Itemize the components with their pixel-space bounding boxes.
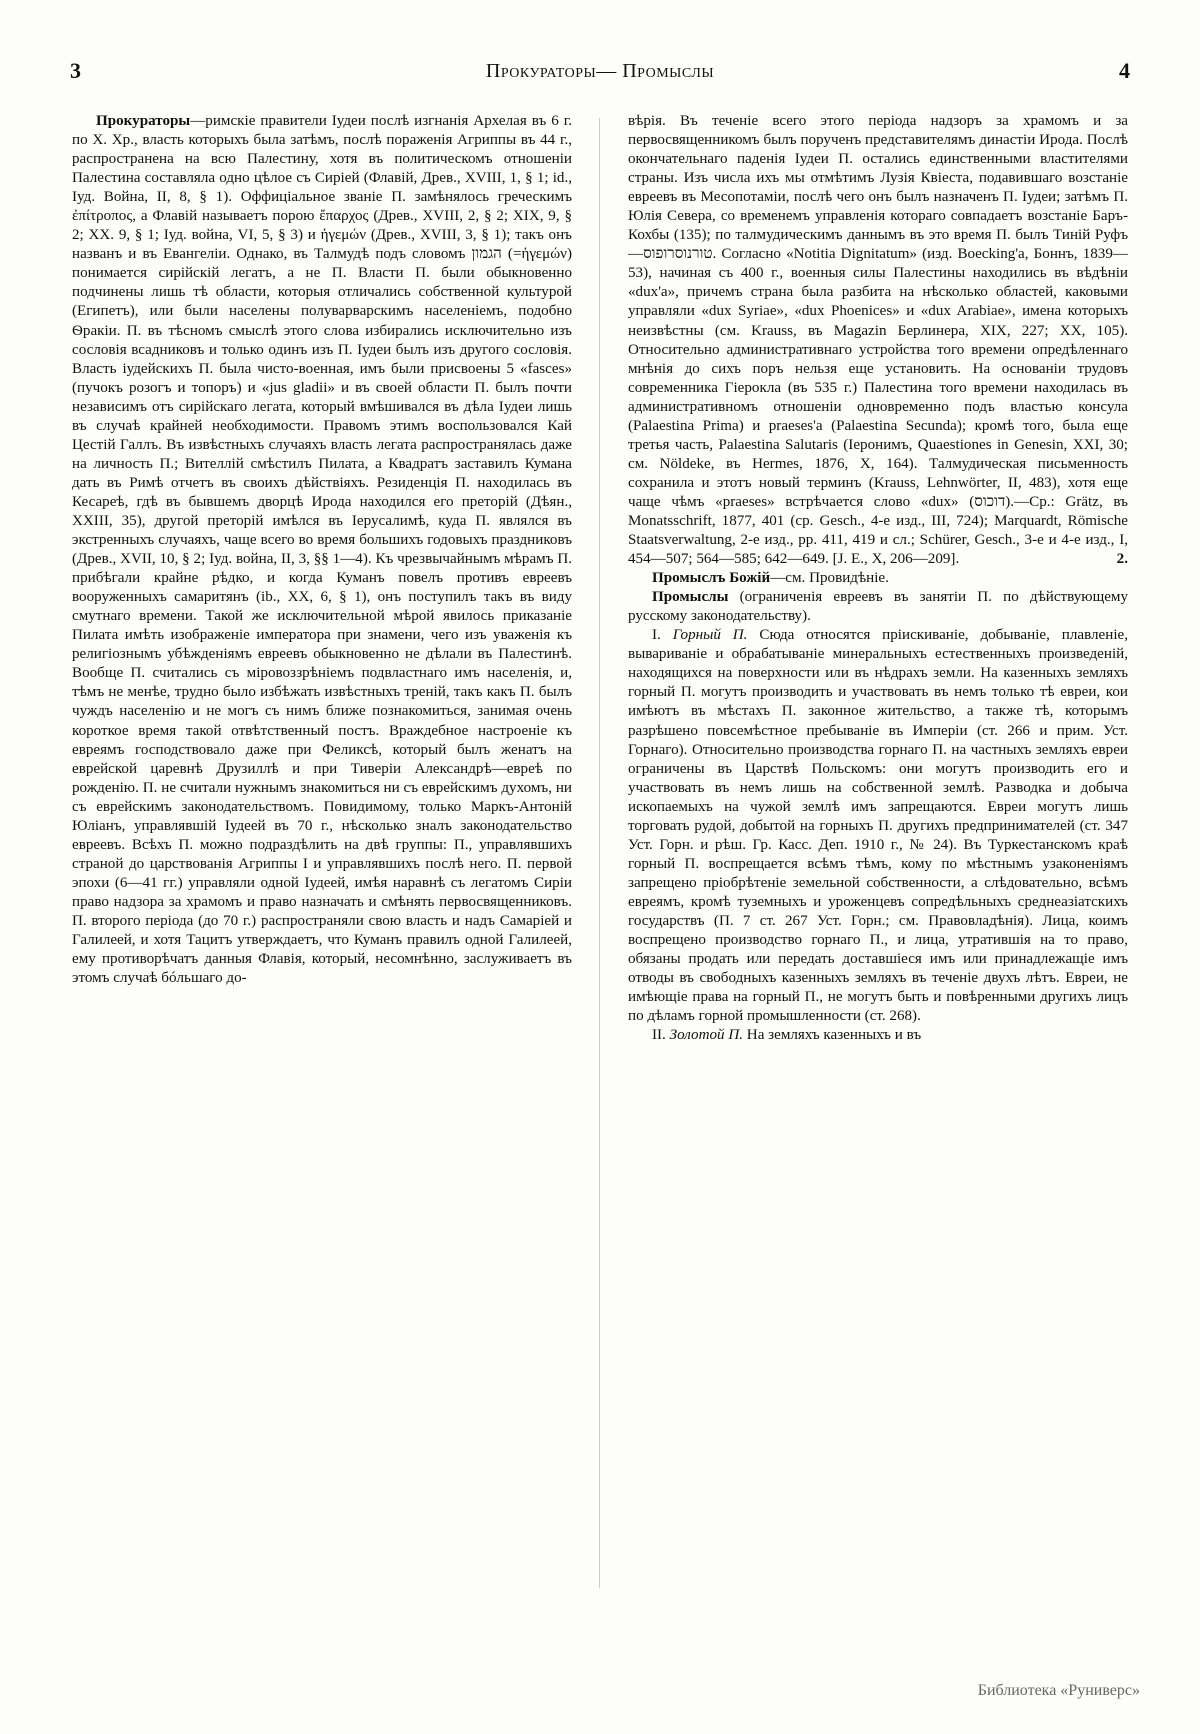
library-credit: Библиотека «Руниверс» (977, 1682, 1140, 1699)
paragraph-zolotoy-promysl: II. Золотой П. На земляхъ казенныхъ и въ (652, 1027, 922, 1044)
folio-right: 4 (1119, 58, 1130, 83)
article-signature: 2. (1116, 551, 1128, 568)
paragraph-promysl-bozhiy: Промыслъ Божій—см. Провидѣніе. (652, 570, 889, 587)
paragraph-prokuratory-continued: вѣрія. Въ теченіе всего этого періода надзоръ за храмомъ и за первосвященникомъ былъ порученъ представителямъ династіи Ирода. Послѣ окончательнаго паденія Іудеи П. остались единственными властителями страны. Изъ числа ихъ мы отмѣтимъ Лузія Квіеста, подавившаго возстаніе евреевъ въ Месопотаміи, послѣ чего онъ былъ назначенъ П. Іудеи; затѣмъ П. Юлія Севера, со временемъ управленія котораго совпадаетъ возстаніе Баръ-Кохбы (135); по талмудическимъ даннымъ въ это время П. былъ Тиній Руфъ—טורנוסרופוס. Согласно «Notitia Dignitatum» (изд. Boecking'a, Боннъ, 1839—53), начиная съ 400 г., военныя силы Палестины находились въ вѣдѣніи «dux'a», причемъ страна была разбита на нѣсколько областей, каковыми управляли «dux Syriae», «dux Phoenices» и «dux Arabiae», имена которыхъ неизвѣстны (см. Krauss, въ Magazin Берлинера, XIX, 227; XX, 105). Относительно административнаго устройства того времени опредѣленнаго мнѣнія до сихъ поръ нельзя еще установить. На основаніи трудовъ современника Гіерокла (въ 535 г.) Палестина того времени находилась въ административномъ отношеніи одновременно подъ властью консула (Palaestina Prima) и praeses'a (Palaestina Secunda); кромѣ того, была еще третья часть, Palaestina Salutaris (Іеронимъ, Quaestiones in Genesin, XXI, 30; см. Nöldeke, въ Hermes, 1876, X, 164). Талмудическая письменность сохранила и этотъ новый терминъ (Krauss, Lehnwörter, II, 483), хотя еще чаще чѣмъ «praeses» встрѣчается слово «dux» (דוכוס).—Ср.: Grätz, въ Monatsschrift, 1877, 401 (ср. Gesch., 4-е изд., III, 724); Marquardt, Römische Staatsverwaltung, 2-е изд., pp. 411, 419 и сл.; Schürer, Gesch., 3-е и 4-е изд., I, 454—507; 564—585; 642—649. [J. E., X, 206—209]. 2. (628, 112, 1128, 569)
paragraph-prokuratory: Прокураторы—римскіе правители Іудеи послѣ изгнанія Архелая въ 6 г. по Х. Хр., власть которыхъ была затѣмъ, послѣ пораженія Агриппы въ 44 г., распространена на всю Палестину, хотя въ политическомъ отношеніи Палестина составляла одно цѣлое съ Сиріей (Флавій, Древ., XVIII, 1, § 1; id., Іуд. Война, II, 8, § 1). Оффиціальное званіе П. замѣнялось греческимъ ἐπίτροπος, а Флавій называетъ порою ἔπαρχος (Древ., XVIII, 2, § 2; XIX, 9, § 2; XX. 9, § 1; Іуд. война, VI, 5, § 3) и ἡγεμών (Древ., XVIII, 3, § 1); такъ онъ названъ и въ Евангеліи. Однако, въ Талмудѣ подъ словомъ הגמון (=ἡγεμών) понимается сирійскій легатъ, а не П. Власти П. были обыкновенно подчинены лишь тѣ области, которыя отличались собственной культурой (Египетъ), или были населены полуварварскимъ населеніемъ, подобно Ѳракіи. П. въ тѣсномъ смыслѣ этого слова избирались исключительно изъ сословія всадниковъ и только одинъ изъ П. Іудеи былъ изъ другого сословія. Власть іудейскихъ П. была чисто-военная, имъ были присвоены 5 «fasces» (пучокъ розогъ и топоръ) и «jus gladii» и въ своей области П. былъ почти независимъ отъ сирійскаго легата, который вмѣшивался въ дѣла Іудеи лишь въ случаѣ крайней необходимости. Правомъ этимъ воспользовался Кай Цестій Галлъ. Въ извѣстныхъ случаяхъ власть легата распространялась даже на личность П.; Вителлій смѣстилъ Пилата, а Квадратъ заставилъ Кумана дать въ Римѣ отчетъ въ своихъ дѣйствіяхъ. Резиденція П. находилась въ Кесарeѣ, гдѣ въ бывшемъ дворцѣ Ирода находился его преторій (Дѣян., XXIII, 35), другой преторій имѣлся въ Іерусалимѣ, куда П. являлся въ экстренныхъ случаяхъ, чаще всего во время большихъ годовыхъ праздниковъ (Древ., XVII, 10, § 2; Іуд. война, II, 3, §§ 1—4). Къ чрезвычайнымъ мѣрамъ П. прибѣгали крайне рѣдко, и когда Куманъ повелъ противъ евреевъ вооруженныхъ самаритянъ (ib., XX, 6, § 1), онъ поступилъ такъ въ виду смутнаго времени. Такой же исключительной мѣрой явилось приказаніе Пилата имѣть изображеніе императора при знамени, чего изъ уваженія къ религіознымъ убѣжденіямъ евреевъ обыкновенно не дѣлали въ Палестинѣ. Вообще П. считались съ міровоззрѣніемъ подвластнаго имъ населенія, и, тѣмъ не менѣе, трудно было избѣжать извѣстныхъ треній, такъ какъ П. былъ чуждъ населенію и не могъ съ нимъ ближе познакомиться, занимая очень короткое время такой отвѣтственный постъ. Враждебное настроеніе къ евреямъ господствовало даже при Феликсѣ, который былъ женатъ на еврейской царевнѣ Друзиллѣ и при Тиверіи Александрѣ—евреѣ по рожденію. П. не считали нужнымъ знакомиться ни съ еврейскимъ духомъ, ни съ еврейскимъ законодательствомъ. Повидимому, только Маркъ-Антоній Юліанъ, управлявшій Іудеей въ 70 г., нѣсколько зналъ законодательство евреевъ. Всѣхъ П. можно подраздѣлить на двѣ группы: П., управлявшихъ страной до царствованія Агриппы I и управлявшихъ послѣ него. П. первой эпохи (6—41 гг.) управляли одной Іудеей, имѣя наравнѣ съ легатомъ Сиріи право надзора за храмомъ и право назначать и смѣнять первосвященниковъ. П. второго періода (до 70 г.) распространяли свою власть и надъ Самаріей и Галилеей, и хотя Тацитъ утверждаетъ, что Куманъ правилъ одной Галилеей, ему противорѣчатъ данныя Флавія, который, несомнѣнно, заслуживаетъ въ этомъ случаѣ бóльшаго до- (72, 113, 572, 987)
text-column-right (628, 112, 1128, 1602)
running-title: Прокураторы— Промыслы (485, 60, 715, 82)
text-column-left (72, 112, 572, 1602)
folio-left: 3 (70, 58, 81, 83)
column-container (72, 112, 1128, 1602)
page-header (60, 58, 1140, 92)
paragraph-promysly: Промыслы (ограниченія евреевъ въ занятіи П. по дѣйствующему русскому законодательству). (628, 589, 1128, 625)
paragraph-gorny-promysl: I. Горный П. Сюда относятся пріискиваніе, добываніе, плавленіе, вывариваніе и обрабатываніе минеральныхъ естественныхъ произведеній, находящихся на поверхности или въ нѣдрахъ земли. На казенныхъ земляхъ горный П. могутъ производить и участвовать въ немъ только тѣ евреи, кои имѣютъ въ мѣстахъ П. законное жительство, а также тѣ, которымъ разрѣшено повсемѣстное пребываніе въ Имперіи (ст. 266 и прим. Уст. Горнаго). Относительно производства горнаго П. на частныхъ земляхъ евреи ограничены въ Царствѣ Польскомъ: они могутъ производить его и участвовать въ немъ лишь на собственной землѣ. Разводка и добыча ископаемыхъ на чужой землѣ имъ запрещаются. Евреи могутъ лишь торговать рудой, добытой на горныхъ П. другихъ предпринимателей (ст. 347 Уст. Горн. и рѣш. Гр. Касс. Деп. 1910 г., № 24). Въ Туркестанскомъ краѣ горный П. воспрещается всѣмъ тѣмъ, кому по мѣстнымъ узаконеніямъ запрещено пріобрѣтеніе земельной собственности, а слѣдовательно, всѣмъ евреямъ, кромѣ туземныхъ и уроженцевъ сопредѣльныхъ среднеазіатскихъ государствъ (П. 7 ст. 267 Уст. Горн.; см. Правовладѣнія). Лица, коимъ воспрещено производство горнаго П., и лица, утратившія на то право, обязаны продать или передать доставшіеся имъ или принадлежащіе имъ отводы въ свободныхъ казенныхъ земляхъ въ теченіе двухъ лѣтъ. Евреи, не имѣющіе права на горный П., не могутъ быть и повѣренными другихъ лицъ по дѣламъ горной промышленности (ст. 268). (628, 627, 1128, 1025)
column-divider (599, 118, 600, 1588)
